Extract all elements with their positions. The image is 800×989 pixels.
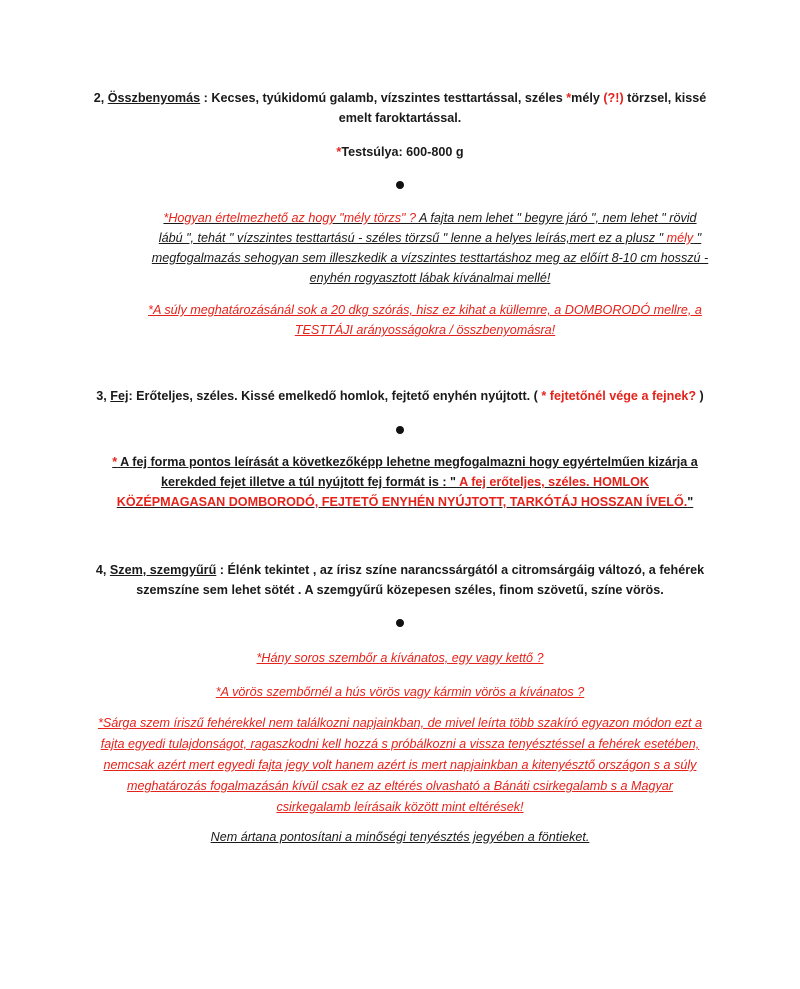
comment-2a-red-2: mély xyxy=(666,231,694,245)
section-2-number: 2, xyxy=(93,91,105,105)
section-4-term: Szem, szemgyűrű xyxy=(109,563,217,577)
comment-4-closing: Nem ártana pontosítani a minőségi tenyésztés jegyében a föntieket. xyxy=(210,830,590,844)
section-2-term: Összbenyomás xyxy=(107,91,201,105)
section-2-flag: (?!) xyxy=(603,91,624,105)
bullet-dot xyxy=(396,181,404,189)
comment-2b: *A súly meghatározásánál sok a 20 dkg szórás, hisz ez kihat a küllemre, a DOMBORODÓ mellre, a TESTTÁJI arányosságokra / összbenyomásra! xyxy=(148,303,702,337)
bullet-dot xyxy=(396,619,404,627)
bullet-dot xyxy=(396,426,404,434)
comment-3-end: " xyxy=(687,495,694,509)
section-4-number: 4, xyxy=(95,563,107,577)
section-3-close: ) xyxy=(696,389,704,403)
section-2-weight xyxy=(90,142,710,162)
section-2-text-3: törzsel, kissé emelt faroktartással. xyxy=(338,91,707,125)
weight-text: Testsúlya: 600-800 g xyxy=(341,145,464,159)
section-3-term: Fej xyxy=(110,389,129,403)
comment-4-paragraph: *Sárga szem íriszű fehérekkel nem találkozni napjainkban, de mivel leírta több szakíró egyazon módon ezt a fajta egyedi tulajdonságot, ragaszkodni kell hozzá s próbálkozni a vissza tenyésztéssel a fehérek esetében, nemcsak azért mert egyedi fajta jegy volt hanem azért is mert napjainkban a kitenyésztő országon s a súly meghatározás fogalmazásán kívül csak ez az eltérés olvasható a Bánáti csirkegalamb s a Magyar csirkegalamb leírásaik között mint eltérések! xyxy=(97,716,703,814)
section-4-paragraph xyxy=(95,560,705,600)
comment-2a-red-1: *Hogyan értelmezhető az hogy "mély törzs" ? xyxy=(163,211,416,225)
section-4-text: : Élénk tekintet , az írisz színe narancssárgától a citromsárgáig változó, a fehérek szemszíne sem lehet sötét . A szemgyűrű közepesen széles, finom szövetű, színe vörös. xyxy=(136,563,705,597)
section-3-question: * fejtetőnél vége a fejnek? xyxy=(541,389,697,403)
section-3-text: : Erőteljes, széles. Kissé emelkedő homlok, fejtető enyhén nyújtott. ( xyxy=(128,389,542,403)
section-2-text-1: : Kecses, tyúkidomú galamb, vízszintes testtartással, széles xyxy=(200,91,567,105)
comment-3-quote: A fej erőteljes, széles. HOMLOK KÖZÉPMAGASAN DOMBORODÓ, FEJTETŐ ENYHÉN NYÚJTOTT, TARKÓTÁJ HOSSZAN ÍVELŐ. xyxy=(116,475,688,509)
weight-star: * xyxy=(336,145,342,159)
section-2-paragraph xyxy=(90,88,710,128)
section-2-text-2: mély xyxy=(571,91,604,105)
section-3-paragraph xyxy=(80,386,720,406)
comment-4-question-2: *A vörös szembőrnél a hús vörös vagy kármin vörös a kívánatos ? xyxy=(215,685,585,699)
section-2-star: * xyxy=(566,91,572,105)
comment-3-star: * xyxy=(112,455,118,469)
comment-2a-dark-1: A fajta nem lehet " begyre járó ", nem lehet " rövid lábú ", tehát " vízszintes testtartású - széles törzsű " lenne a helyes leírás,mert ez a plusz " xyxy=(158,211,697,245)
comment-2a-dark-2: " megfogalmazás sehogyan sem illeszkedik a vízszintes testtartáshoz meg az előírt 8-10 cm hosszú - enyhén rogyasztott lábak kívánalmai mellé! xyxy=(151,231,709,285)
comment-3-text: A fej forma pontos leírását a következőképp lehetne megfogalmazni hogy egyértelműen kizárja a kerekded fejet illetve a túl nyújtott fej formát is : " xyxy=(117,455,698,489)
comment-2a xyxy=(150,208,710,288)
comment-3 xyxy=(110,452,700,512)
section-3-number: 3, xyxy=(96,389,107,403)
comment-4-question-1: *Hány soros szembőr a kívánatos, egy vagy kettő ? xyxy=(256,651,544,665)
